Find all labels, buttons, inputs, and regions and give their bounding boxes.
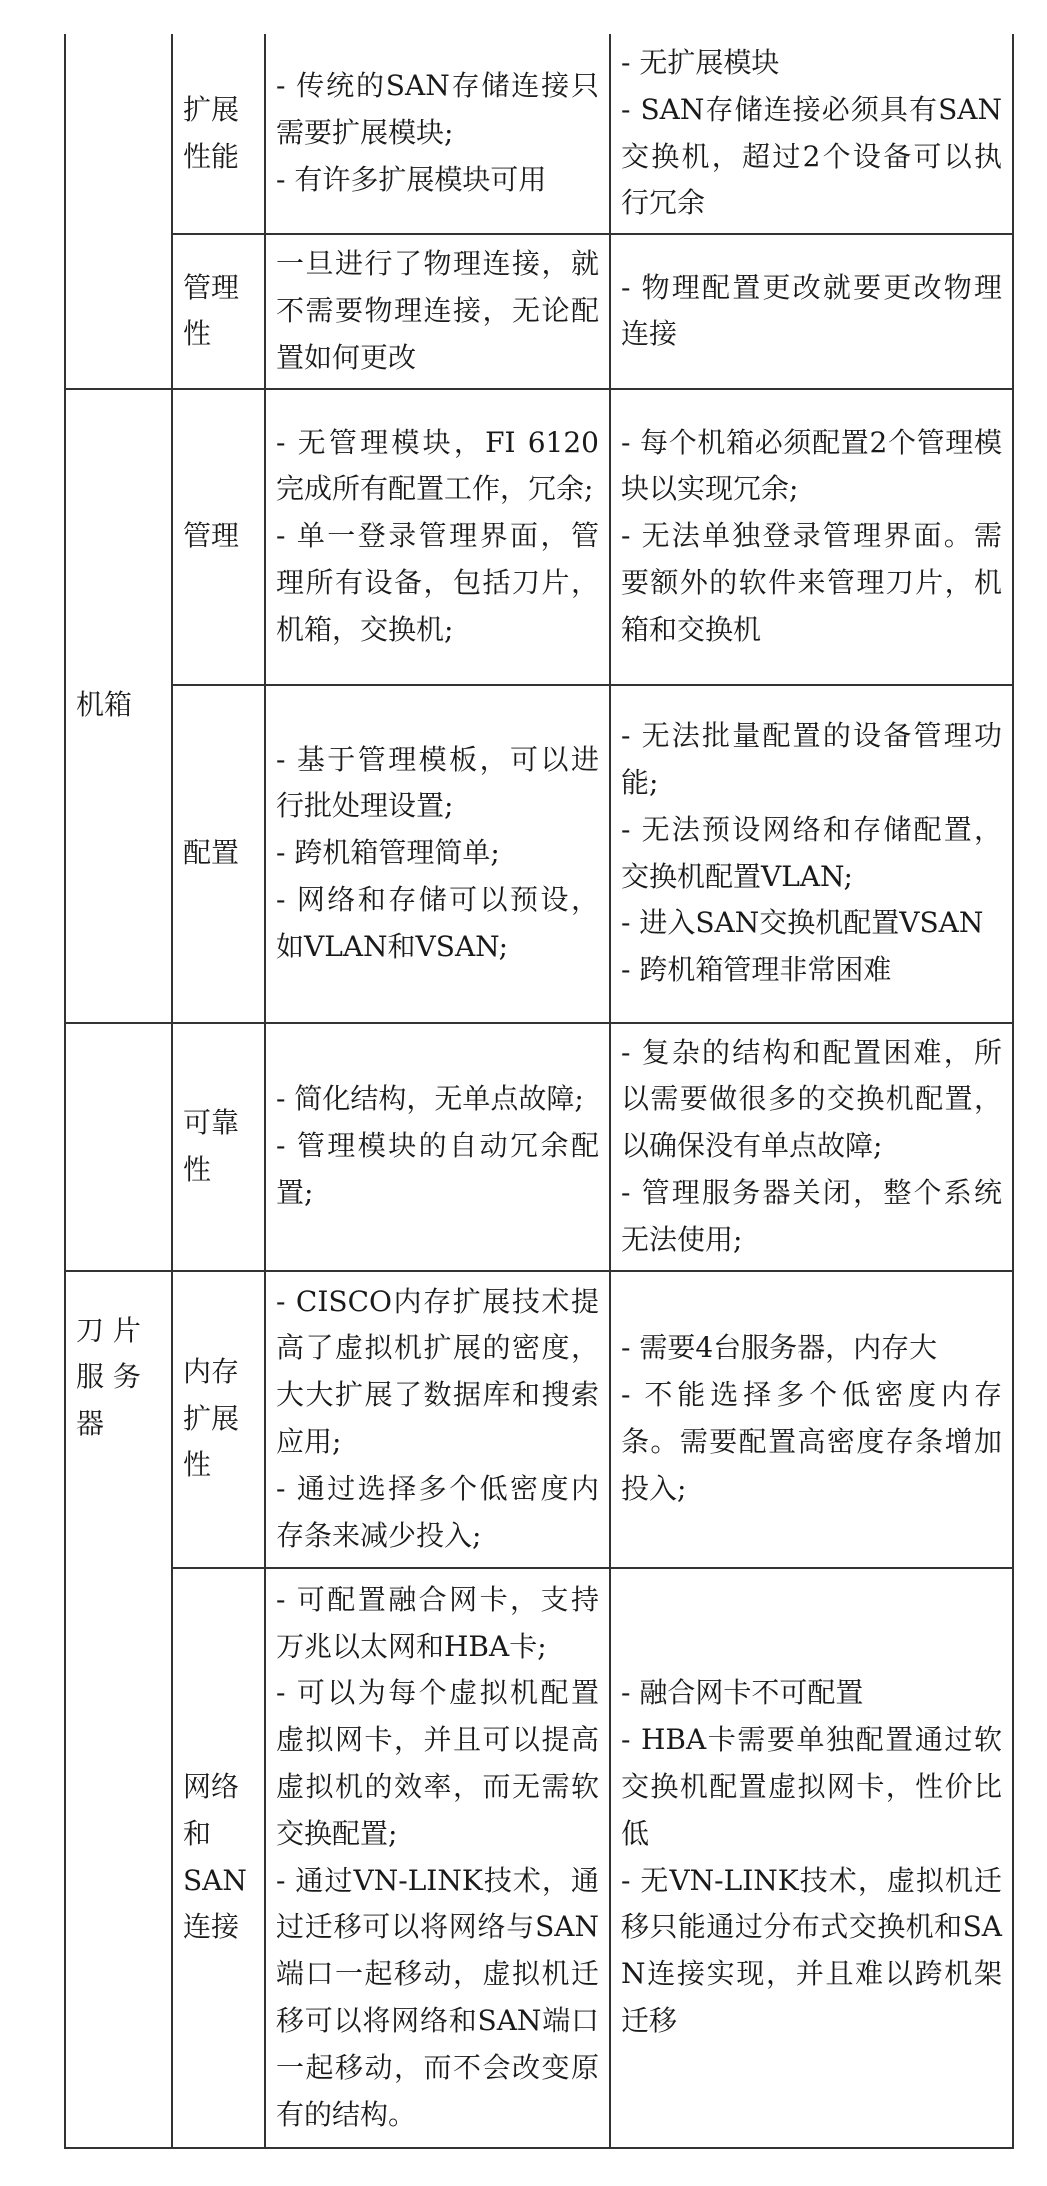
subcategory-cell — [172, 34, 265, 234]
subcategory-cell — [172, 685, 265, 1023]
table-row — [65, 685, 1013, 1023]
description-item: - 简化结构，无单点故障; — [276, 1082, 584, 1116]
description-item: - 不能选择多个低密度内存条。需要配置高密度存条增加投入; — [621, 1378, 1002, 1505]
description-item: - HBA卡需要单独配置通过软交换机配置虚拟网卡，性价比低 — [621, 1723, 1002, 1850]
description-item: - 可以为每个虚拟机配置虚拟网卡，并且可以提高虚拟机的效率，而无需软交换配置; — [276, 1676, 599, 1850]
cisco-description-cell — [265, 1568, 610, 2148]
description-item: - 物理配置更改就要更改物理连接 — [621, 270, 1002, 351]
description-item: - 无VN-LINK技术，虚拟机迁移只能通过分布式交换机和SAN连接实现，并且难以跨机架迁移 — [621, 1863, 1002, 2037]
description-item: - 传统的SAN存储连接只需要扩展模块; — [276, 69, 599, 150]
category-cell — [65, 389, 172, 1023]
description-item: - 有许多扩展模块可用 — [276, 162, 547, 196]
comparison-table — [64, 34, 1014, 2149]
subcategory-cell — [172, 1568, 265, 2148]
subcategory-cell — [172, 389, 265, 685]
subcategory-text: 性 — [183, 1152, 212, 1186]
description-item: - 跨机箱管理简单; — [276, 836, 500, 870]
subcategory-text: SAN — [183, 1863, 247, 1897]
cisco-description-cell — [265, 1271, 610, 1568]
description-item: - 无法单独登录管理界面。需要额外的软件来管理刀片，机箱和交换机 — [621, 519, 1002, 646]
description-item: - 复杂的结构和配置困难，所以需要做很多的交换机配置，以确保没有单点故障; — [621, 1035, 1002, 1163]
subcategory-text: 和 — [183, 1816, 212, 1850]
category-cell-empty — [65, 1023, 172, 1271]
subcategory-cell — [172, 234, 265, 388]
subcategory-text: 连接 — [183, 1910, 240, 1944]
other-description-cell — [610, 389, 1013, 685]
cisco-description-cell — [265, 685, 610, 1023]
subcategory-text: 性 — [183, 317, 212, 351]
table-row — [65, 1023, 1013, 1271]
category-cell-continued — [65, 34, 172, 389]
category-text: 刀 片 — [76, 1313, 141, 1347]
subcategory-text: 性 — [183, 1448, 212, 1482]
subcategory-text: 扩展 — [183, 1401, 240, 1435]
description-item: - 跨机箱管理非常困难 — [621, 953, 892, 987]
subcategory-text: 扩展 — [183, 92, 240, 126]
category-cell — [65, 1271, 172, 2148]
other-description-cell — [610, 1568, 1013, 2148]
description-item: - 融合网卡不可配置 — [621, 1676, 864, 1710]
subcategory-text: 管理 — [183, 270, 240, 304]
cisco-description-cell — [265, 389, 610, 685]
other-description-cell — [610, 1023, 1013, 1271]
cisco-description-cell — [265, 234, 610, 388]
subcategory-text: 可靠 — [183, 1105, 240, 1139]
subcategory-text: 内存 — [183, 1354, 240, 1388]
description-item: - 进入SAN交换机配置VSAN — [621, 906, 984, 940]
table-row — [65, 1271, 1013, 1568]
description-item: - 需要4台服务器，内存大 — [621, 1331, 938, 1365]
description-item: - 管理服务器关闭，整个系统无法使用; — [621, 1175, 1002, 1256]
category-text: 机箱 — [76, 688, 133, 722]
description-item: - 网络和存储可以预设，如VLAN和VSAN; — [276, 882, 599, 963]
description-item: - 基于管理模板，可以进行批处理设置; — [276, 742, 599, 823]
description-item: - CISCO内存扩展技术提高了虚拟机扩展的密度，大大扩展了数据库和搜索应用; — [276, 1284, 599, 1459]
other-description-cell — [610, 685, 1013, 1023]
subcategory-cell — [172, 1271, 265, 1568]
subcategory-text: 管理 — [183, 519, 240, 553]
description-item: - 无法预设网络和存储配置，交换机配置VLAN; — [621, 812, 1002, 893]
description-item: - 单一登录管理界面，管理所有设备，包括刀片，机箱，交换机; — [276, 519, 599, 646]
description-item: - 每个机箱必须配置2个管理模块以实现冗余; — [621, 425, 1002, 506]
description-item: - 管理模块的自动冗余配置; — [276, 1129, 599, 1209]
description-item: - 无管理模块，FI 6120完成所有配置工作，冗余; — [276, 425, 599, 506]
subcategory-cell — [172, 1023, 265, 1271]
table-row — [65, 1568, 1013, 2148]
subcategory-text: 网络 — [183, 1769, 240, 1803]
table-row — [65, 34, 1013, 234]
description-item: - 可配置融合网卡，支持万兆以太网和HBA卡; — [276, 1582, 599, 1663]
other-description-cell — [610, 1271, 1013, 1568]
other-description-cell — [610, 34, 1013, 234]
description-item: 一旦进行了物理连接，就不需要物理连接，无论配置如何更改 — [276, 247, 599, 374]
other-description-cell — [610, 234, 1013, 388]
cisco-description-cell — [265, 34, 610, 234]
table-row — [65, 389, 1013, 685]
category-text: 器 — [76, 1407, 105, 1441]
description-item: - SAN存储连接必须具有SAN交换机，超过2个设备可以执行冗余 — [621, 92, 1002, 220]
description-item: - 无扩展模块 — [621, 46, 780, 79]
description-item: - 通过VN-LINK技术，通过迁移可以将网络与SAN端口一起移动，虚拟机迁移可以将网络和SAN端口一起移动，而不会改变原有的结构。 — [276, 1863, 599, 2131]
subcategory-text: 配置 — [183, 836, 240, 870]
subcategory-text: 性能 — [183, 139, 240, 173]
description-item: - 通过选择多个低密度内存条来减少投入; — [276, 1471, 599, 1552]
table-row — [65, 234, 1013, 388]
category-text: 服 务 — [76, 1360, 141, 1394]
description-item: - 无法批量配置的设备管理功能; — [621, 719, 1002, 799]
cisco-description-cell — [265, 1023, 610, 1271]
